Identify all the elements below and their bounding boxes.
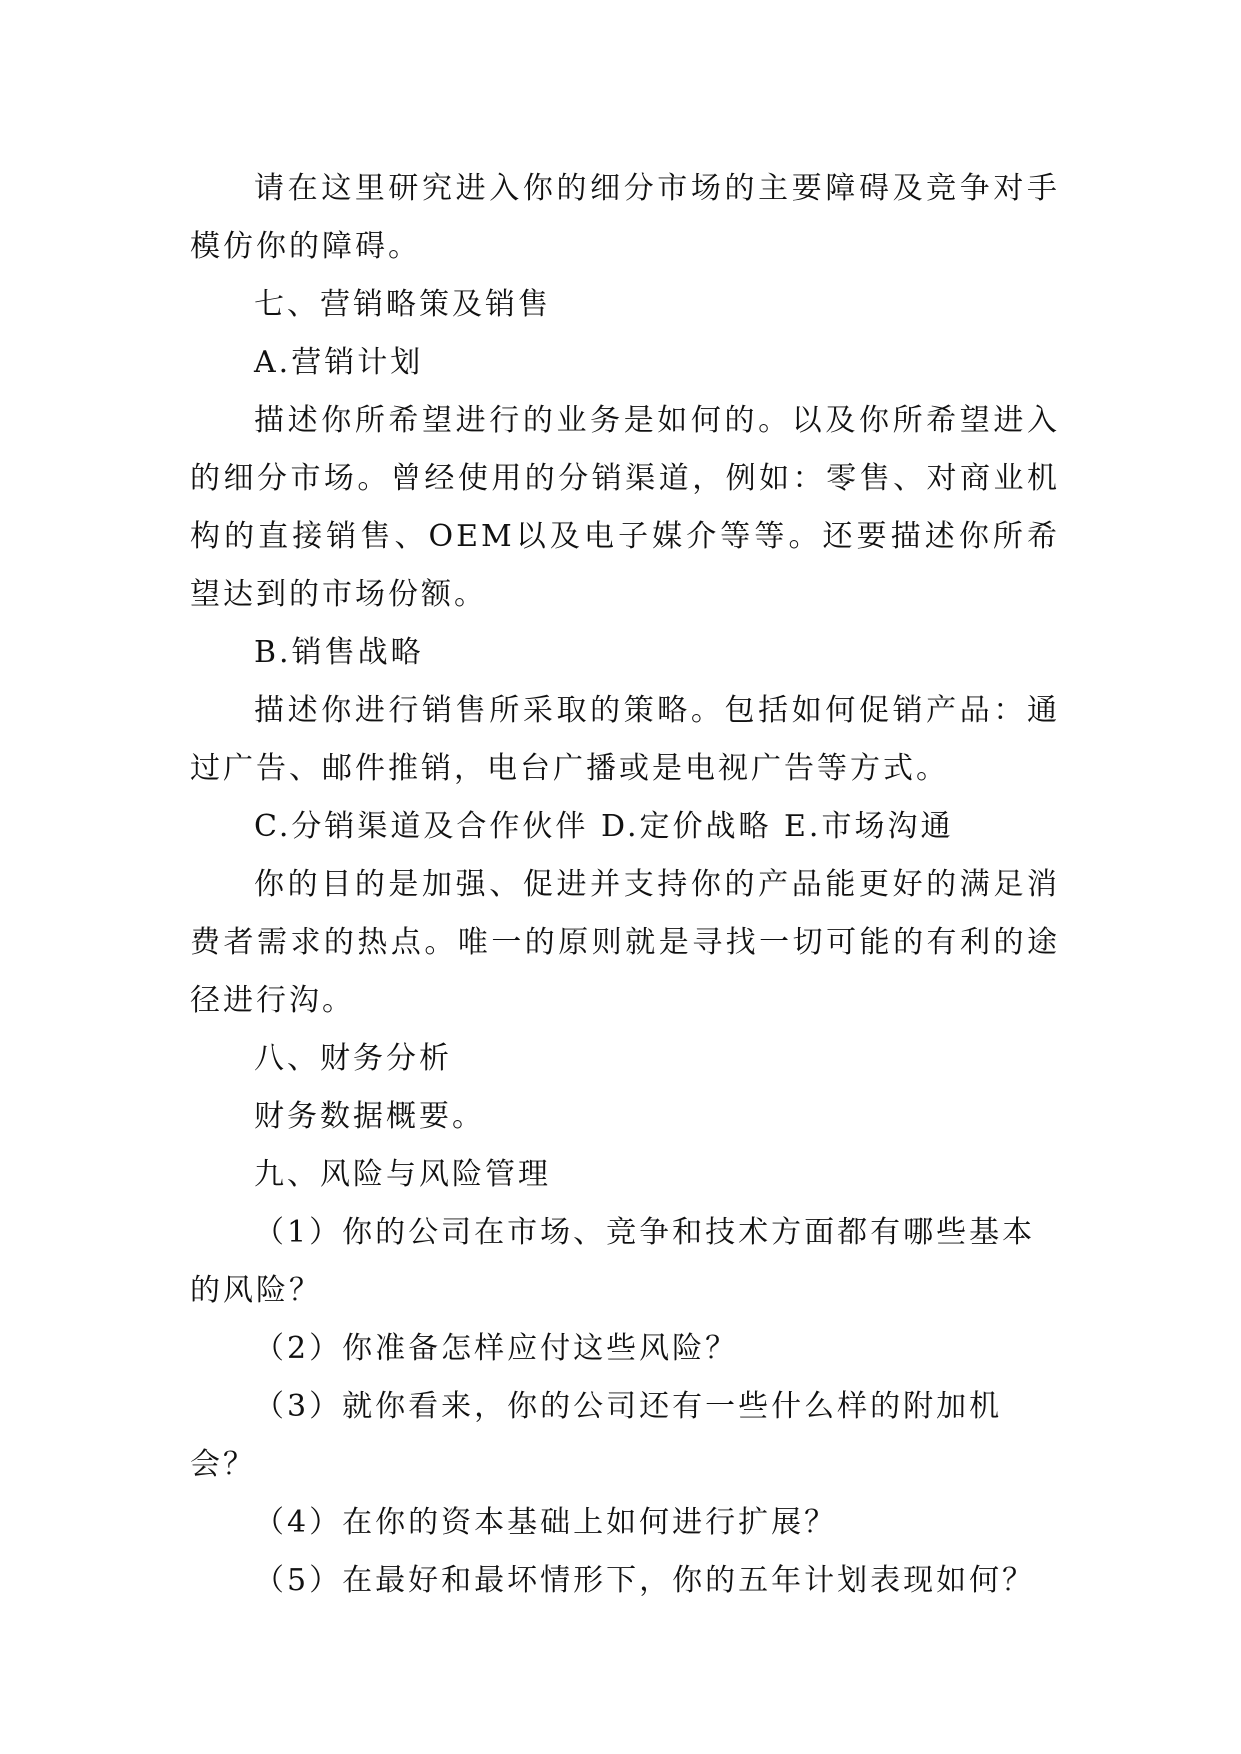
section-heading-finance: 八、财务分析 — [254, 1041, 452, 1076]
section-heading-risk: 九、风险与风险管理 — [254, 1157, 551, 1192]
document-body — [190, 160, 1060, 1610]
paragraph-barriers: 请在这里研究进入你的细分市场的主要障碍及竞争对手模仿你的障碍。 — [190, 171, 1060, 264]
risk-question-2: （2）你准备怎样应付这些风险？ — [254, 1331, 739, 1366]
paragraph-marketing-plan: 描述你所希望进行的业务是如何的。以及你所希望进入的细分市场。曾经使用的分销渠道，例如：零售、对商业机构的直接销售、OEM以及电子媒介等等。还要描述你所希望达到的市场份额。 — [190, 403, 1060, 612]
section-heading-marketing: 七、营销略策及销售 — [254, 287, 551, 322]
paragraph-sales-strategy: 描述你进行销售所采取的策略。包括如何促销产品：通过广告、邮件推销，电台广播或是电视广告等方式。 — [190, 693, 1060, 786]
risk-question-1: （1）你的公司在市场、竞争和技术方面都有哪些基本的风险？ — [190, 1215, 1036, 1308]
risk-question-3: （3）就你看来，你的公司还有一些什么样的附加机会？ — [190, 1389, 1003, 1482]
subheading-channels-pricing-communication: C.分销渠道及合作伙伴 D.定价战略 E.市场沟通 — [254, 809, 954, 844]
risk-question-4: （4）在你的资本基础上如何进行扩展？ — [254, 1505, 838, 1540]
paragraph-communication: 你的目的是加强、促进并支持你的产品能更好的满足消费者需求的热点。唯一的原则就是寻找一切可能的有利的途径进行沟。 — [190, 867, 1060, 1018]
subheading-sales-strategy: B.销售战略 — [254, 635, 424, 670]
subheading-marketing-plan: A.营销计划 — [254, 345, 424, 380]
risk-question-5: （5）在最好和最坏情形下，你的五年计划表现如何？ — [254, 1563, 1036, 1598]
paragraph-finance-summary: 财务数据概要。 — [254, 1099, 485, 1134]
